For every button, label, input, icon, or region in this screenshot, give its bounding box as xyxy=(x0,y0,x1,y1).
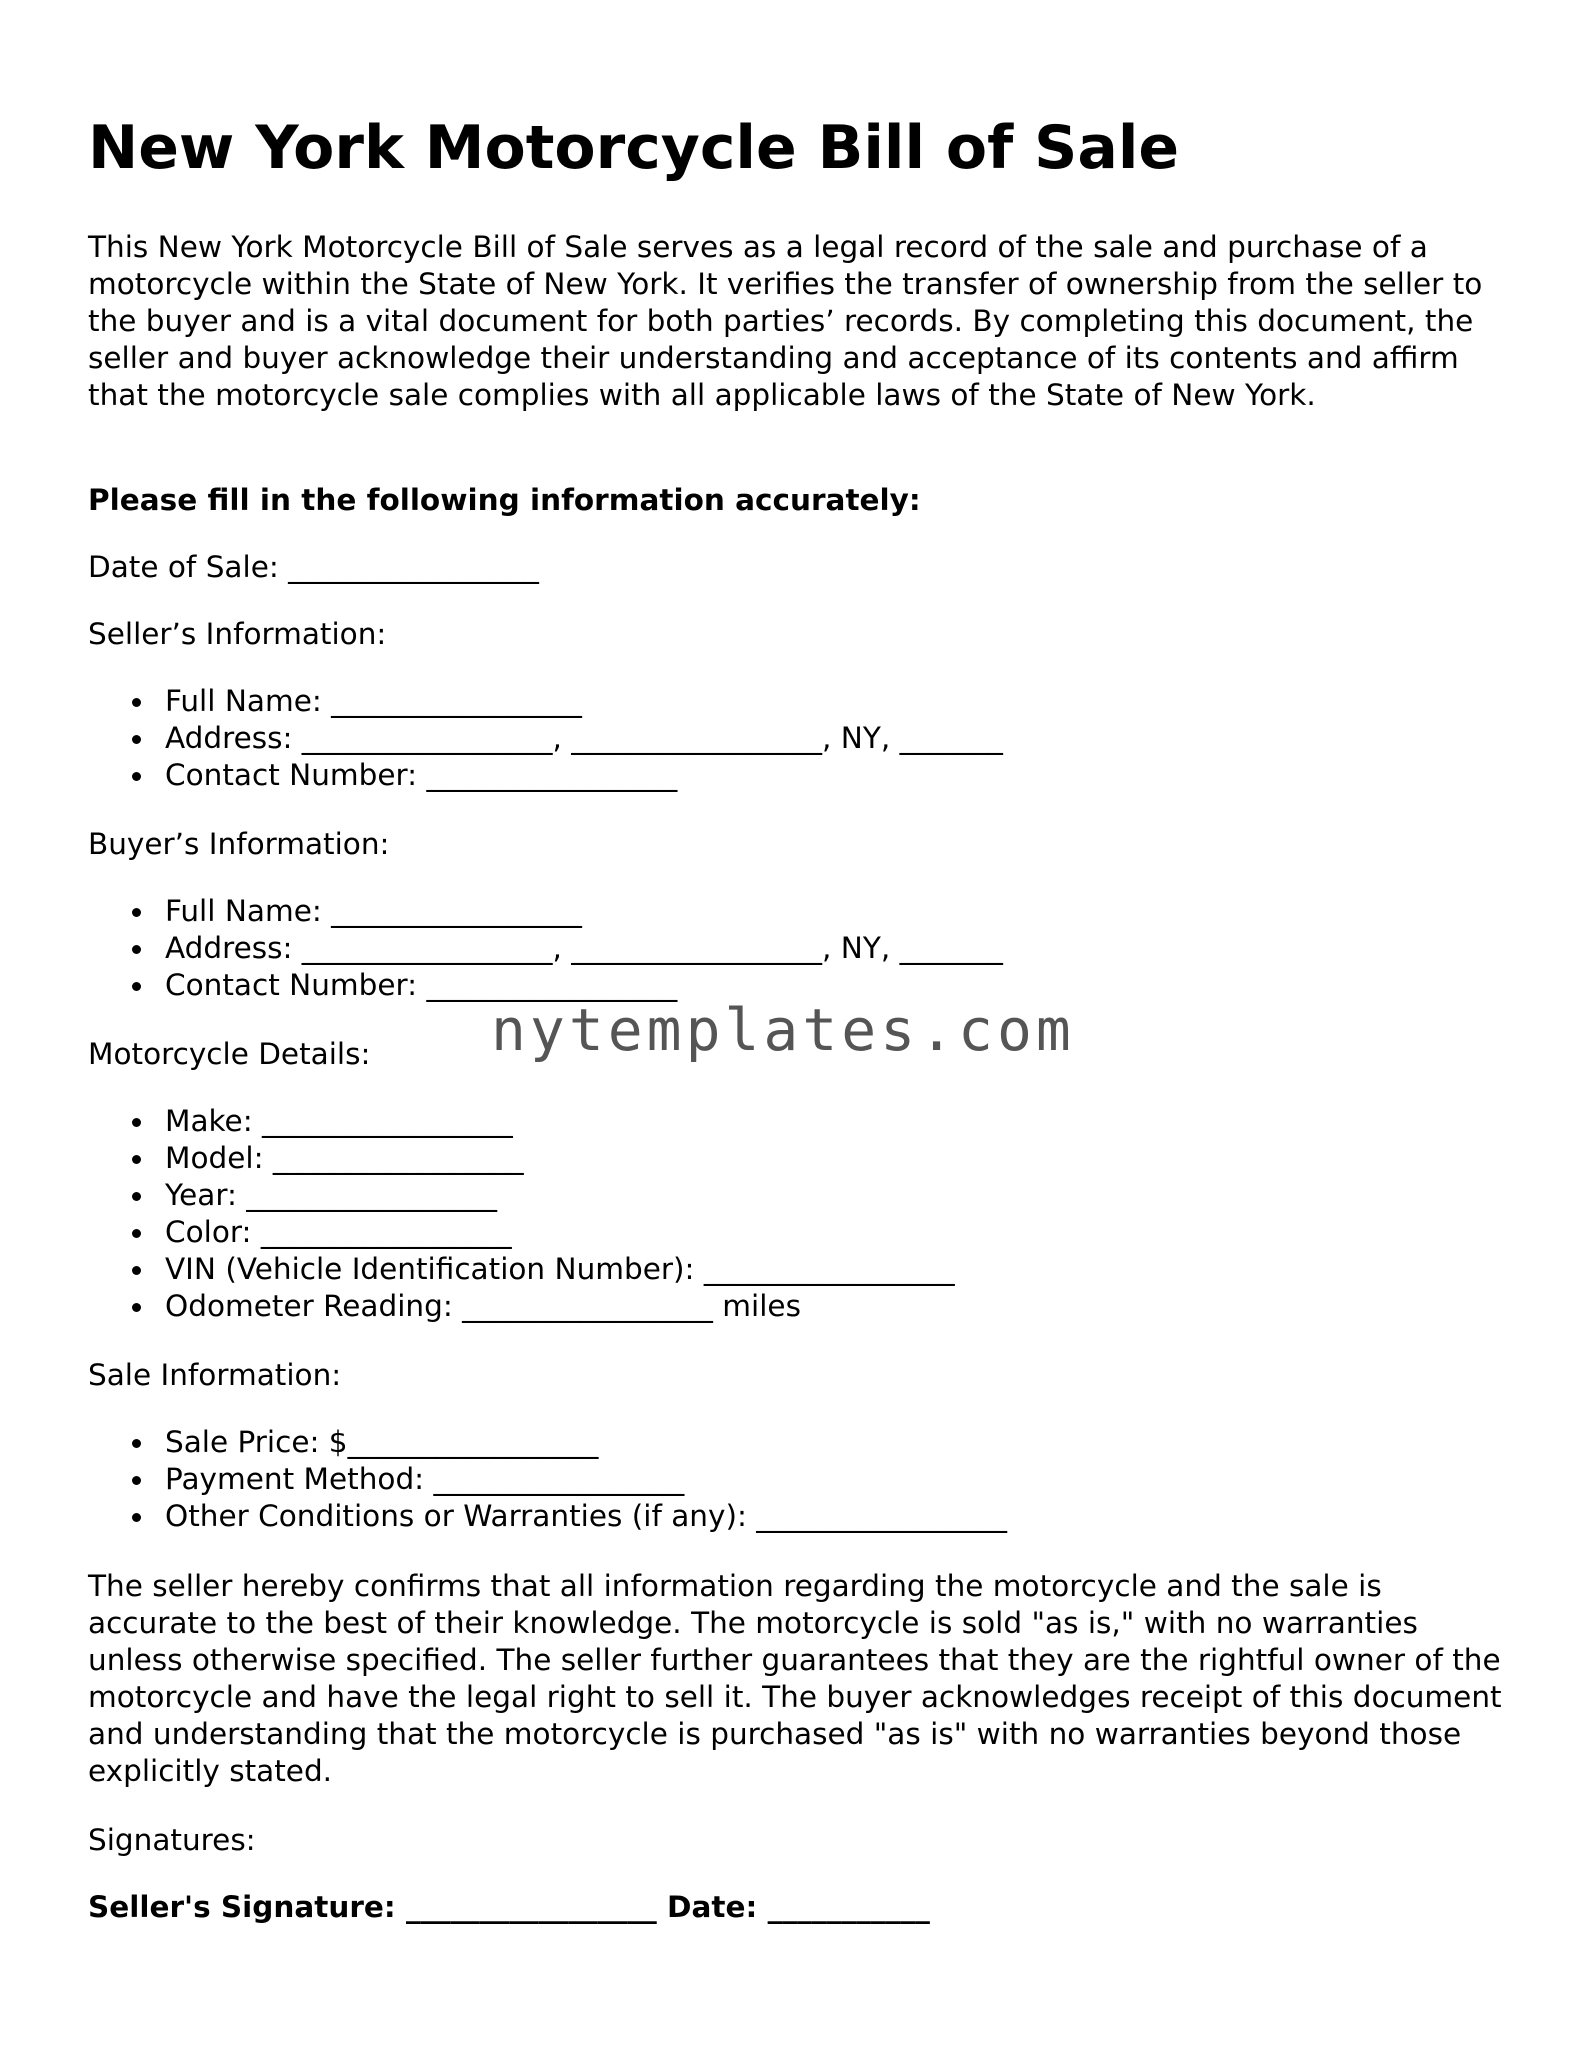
closing-paragraph: The seller hereby confirms that all information regarding the motorcycle and the sale is accurate to the best of their knowledge. The motorcycle is sold "as is," with no warranties unless otherwise specified. The seller further guarantees that they are the rightful owner of the motorcycle and have the legal right to sell it. The buyer acknowledges receipt of this document and understanding that the motorcycle is purchased "as is" with no warranties beyond those explicitly stated. xyxy=(88,1569,1502,1788)
buyer-full-name-field: Full Name: _________________ xyxy=(88,893,1003,930)
watermark-text: nytemplates.com xyxy=(491,996,1075,1064)
buyer-heading: Buyer’s Information: xyxy=(88,827,390,861)
vin-field: VIN (Vehicle Identification Number): _________________ xyxy=(88,1251,955,1288)
intro-paragraph: This New York Motorcycle Bill of Sale serves as a legal record of the sale and purchase of a motorcycle within the State of New York. It verifies the transfer of ownership from the seller to the buyer and is a vital document for both parties’ records. By completing this document, the seller and buyer acknowledge their understanding and acceptance of its contents and affirm that the motorcycle sale complies with all applicable laws of the State of New York. xyxy=(88,230,1483,412)
instruction-text: Please fill in the following information accurately: xyxy=(88,483,921,517)
seller-address-field: Address: _________________, _________________, NY, _______ xyxy=(88,720,1003,757)
date-of-sale-field: Date of Sale: _________________ xyxy=(88,550,539,584)
payment-method-field: Payment Method: _________________ xyxy=(88,1461,1007,1498)
sale-heading: Sale Information: xyxy=(88,1358,342,1392)
color-field: Color: _________________ xyxy=(88,1214,955,1251)
document-title: New York Motorcycle Bill of Sale xyxy=(88,113,1180,183)
seller-info-list xyxy=(88,683,1003,794)
year-field: Year: _________________ xyxy=(88,1177,955,1214)
make-field: Make: _________________ xyxy=(88,1103,955,1140)
buyer-info-list xyxy=(88,893,1003,1004)
odometer-field: Odometer Reading: _________________ miles xyxy=(88,1288,955,1325)
seller-heading: Seller’s Information: xyxy=(88,617,387,651)
motorcycle-details-list xyxy=(88,1103,955,1325)
seller-signature-line: Seller's Signature: _________________ Date: ___________ xyxy=(88,1890,930,1924)
seller-full-name-field: Full Name: _________________ xyxy=(88,683,1003,720)
sale-price-field: Sale Price: $_________________ xyxy=(88,1424,1007,1461)
buyer-address-field: Address: _________________, _________________, NY, _______ xyxy=(88,930,1003,967)
sale-info-list xyxy=(88,1424,1007,1535)
conditions-field: Other Conditions or Warranties (if any): _________________ xyxy=(88,1498,1007,1535)
motorcycle-heading: Motorcycle Details: xyxy=(88,1037,371,1071)
signatures-heading: Signatures: xyxy=(88,1823,256,1857)
buyer-contact-field: Contact Number: _________________ xyxy=(88,967,1003,1004)
model-field: Model: _________________ xyxy=(88,1140,955,1177)
seller-contact-field: Contact Number: _________________ xyxy=(88,757,1003,794)
